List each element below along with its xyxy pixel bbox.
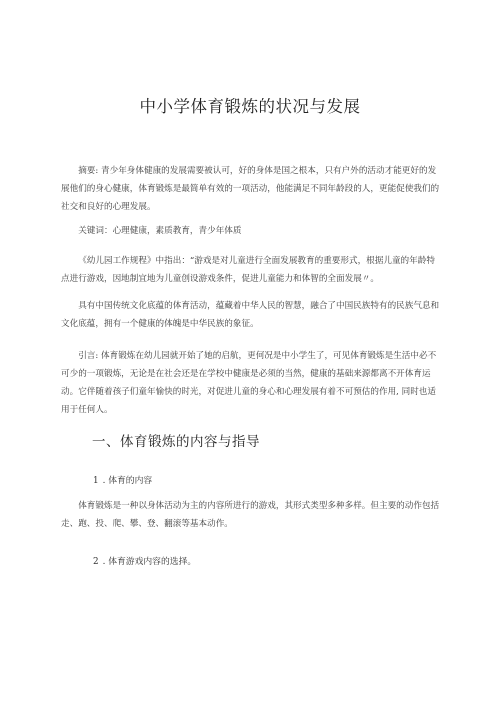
abstract-paragraph: 摘要: 青少年身体健康的发展需要被认可，好的身体是国之根本，只有户外的活动才能更好的发展他们的身心健康，体育锻炼是最简单有效的一项活动，他能满足不同年龄段的人，更能促使我们的社交和良好的心理发展。 — [61, 166, 440, 212]
subsection-title-1: . 体育的内容 — [102, 476, 153, 486]
culture-paragraph: 具有中国传统文化底蕴的体育活动，蕴藏着中华人民的智慧，融合了中国民族特有的民族气息和文化底蕴，拥有一个健康的体魄是中华民族的象征。 — [61, 301, 440, 329]
subsection-title-2: . 体育游戏内容的选择。 — [102, 557, 197, 567]
intro-paragraph: 引言: 体育锻炼在幼儿园就开始了她的启航，更何况是中小学生了，可见体育锻炼是生活中必不可少的一项锻炼，无论是在社会还是在学校中健康是必须的当然，健康的基础来源都离不开体育运动。它伴随着孩子们童年愉快的时光，对促进儿童的身心和心理发展有着不可预估的作用, 同时也适用于任何人。 — [61, 351, 437, 415]
section-heading-1: 一、体育锻炼的内容与指导 — [92, 434, 260, 450]
subsection-number-2: 2 — [93, 557, 99, 567]
subsection-heading-2 — [93, 554, 196, 567]
quote-paragraph: 《幼儿园工作规程》中指出：“游戏是对儿童进行全面发展教育的重要形式，根据儿童的年龄特点进行游戏，因地制宜地为儿童创设游戏条件，促进儿童能力和体智的全面发展〃。 — [61, 256, 435, 284]
sub1-body-paragraph: 体育锻炼是一种以身体活动为主的内容所进行的游戏，其形式类型多种多样。但主要的动作包括走、跑、投、爬、攀、登、翻滚等基本动作。 — [61, 501, 440, 529]
subsection-heading-1 — [93, 473, 152, 486]
document-title: 中小学体育锻炼的状况与发展 — [139, 97, 361, 116]
keywords-line: 关键词：心理健康，素质教育，青少年体质 — [78, 226, 242, 236]
subsection-number-1: 1 — [93, 476, 99, 486]
